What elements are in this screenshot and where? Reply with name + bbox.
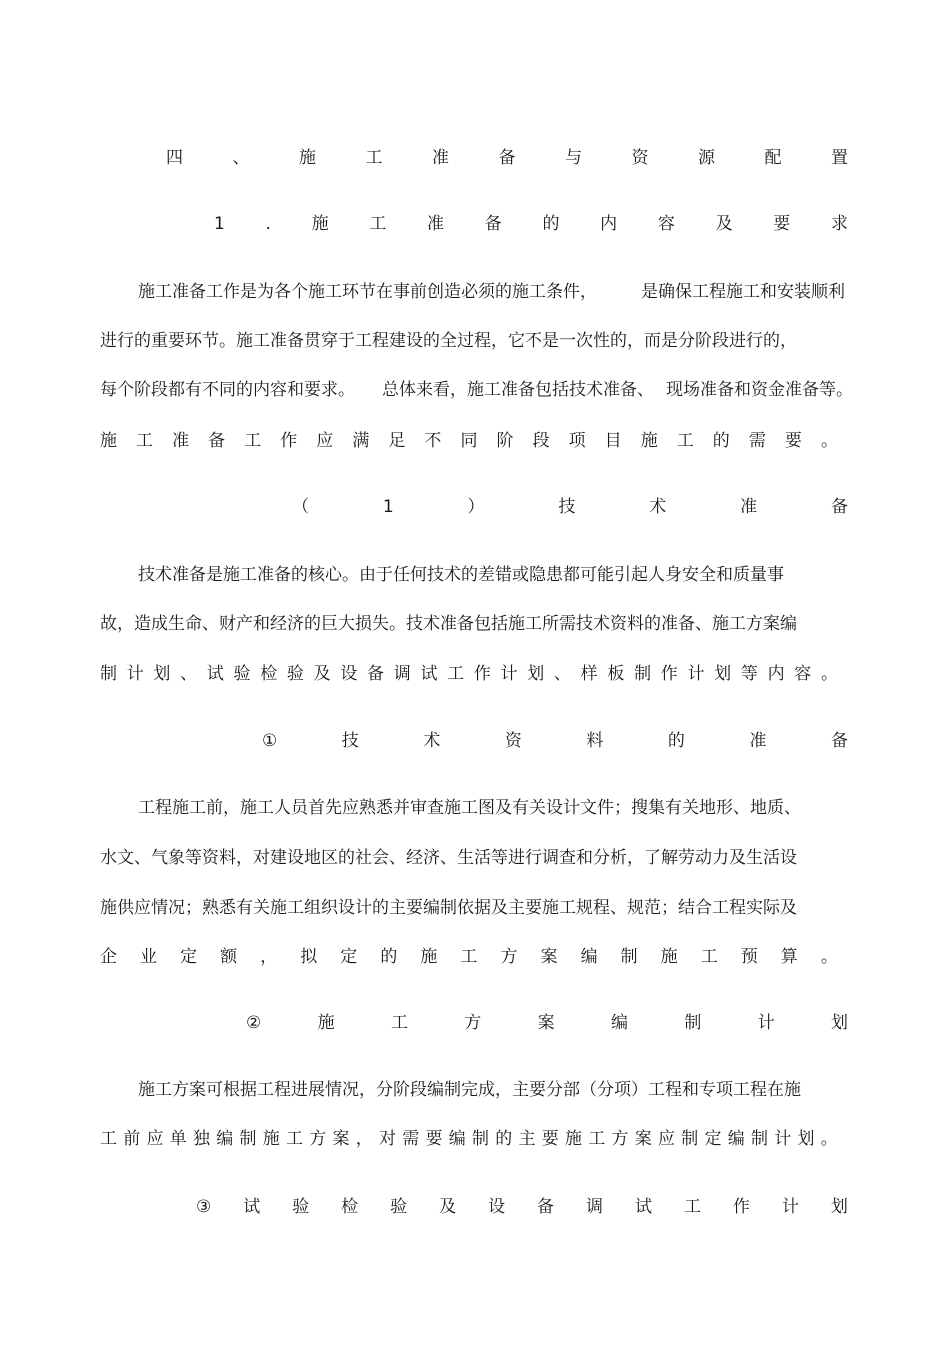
spaced-character: 技 — [341, 731, 359, 751]
spaced-character: 制 — [239, 1129, 257, 1149]
paragraph-2-line-1: 技术准备是施工准备的核心。由于任何技术的差错或隐患都可能引起人身安全和质量事 — [138, 565, 784, 585]
spaced-character: 方 — [500, 947, 518, 967]
spaced-character: 备 — [208, 431, 226, 451]
spaced-character: 准 — [740, 497, 758, 517]
spaced-character: ① — [262, 731, 278, 751]
spaced-character: 板 — [607, 664, 625, 684]
spaced-character: 工 — [136, 431, 154, 451]
spaced-character: 准 — [427, 214, 445, 234]
paragraph-1-line-3-part-b: 总体来看，施工准备包括技术准备、 — [382, 380, 654, 400]
paragraph-3-line-1: 工程施工前，施工人员首先应熟悉并审查施工图及有关设计文件；搜集有关地形、地质、 — [138, 798, 801, 818]
spaced-character: 方 — [464, 1013, 482, 1033]
spaced-character: 作 — [732, 1197, 750, 1217]
paragraph-3-line-2: 水文、气象等资料，对建设地区的社会、经济、生活等进行调查和分析，了解劳动力及生活设 — [100, 848, 797, 868]
spaced-character: ， — [260, 947, 278, 967]
spaced-character: 制 — [620, 947, 638, 967]
spaced-character: 试 — [634, 1197, 652, 1217]
spaced-character: 试 — [206, 664, 224, 684]
spaced-character: 项 — [568, 431, 586, 451]
spaced-character: 计 — [500, 664, 518, 684]
spaced-character: 准 — [432, 148, 449, 168]
spaced-character: 及 — [715, 214, 733, 234]
spaced-character: 施 — [299, 148, 316, 168]
spaced-character: 备 — [830, 731, 848, 751]
spaced-character: 备 — [537, 1197, 555, 1217]
spaced-character: 编 — [610, 1013, 628, 1033]
spaced-character: ， — [355, 1129, 373, 1149]
spaced-character: 应 — [316, 431, 334, 451]
spaced-character: 独 — [193, 1129, 210, 1149]
item-heading-b — [246, 1011, 848, 1035]
spaced-character: 术 — [649, 497, 667, 517]
spaced-character: 调 — [393, 664, 411, 684]
spaced-character: 制 — [681, 1129, 699, 1149]
spaced-character: 划 — [830, 1197, 848, 1217]
spaced-character: 的 — [667, 731, 685, 751]
spaced-character: 作 — [473, 664, 491, 684]
paragraph-3-line-3: 施供应情况；熟悉有关施工组织设计的主要编制依据及主要施工规程、规范；结合工程实际及 — [100, 898, 797, 918]
spaced-character: 置 — [831, 148, 848, 168]
spaced-character: 计 — [757, 1013, 775, 1033]
spaced-character: 案 — [537, 1013, 555, 1033]
spaced-character: 验 — [292, 1197, 310, 1217]
spaced-character: 的 — [542, 214, 560, 234]
spaced-character: （ — [292, 497, 309, 517]
spaced-character: 容 — [657, 214, 675, 234]
spaced-character: 的 — [495, 1129, 513, 1149]
spaced-character: 编 — [727, 1129, 745, 1149]
spaced-character: ③ — [196, 1197, 212, 1217]
spaced-character: 与 — [565, 148, 582, 168]
spaced-character: 备 — [498, 148, 516, 168]
spaced-character: 工 — [286, 1129, 303, 1149]
spaced-character: 工 — [683, 1197, 701, 1217]
subsection-heading-1 — [214, 212, 848, 236]
spaced-character: 。 — [820, 664, 838, 684]
spaced-character: 额 — [220, 947, 238, 967]
paragraph-1-line-1-part-a: 施工准备工作是为各个施工环节在事前创造必须的施工条件， — [138, 282, 597, 302]
spaced-character: 工 — [244, 431, 262, 451]
paragraph-2-line-3 — [100, 662, 838, 686]
spaced-character: 求 — [830, 214, 848, 234]
spaced-character: 。 — [820, 431, 838, 451]
spaced-character: 案 — [540, 947, 558, 967]
spaced-character: 划 — [527, 664, 545, 684]
spaced-character: 及 — [313, 664, 331, 684]
spaced-character: 四 — [166, 148, 183, 168]
spaced-character: 备 — [830, 497, 848, 517]
spaced-character: 施 — [640, 431, 658, 451]
spaced-character: 划 — [797, 1129, 815, 1149]
spaced-character: 满 — [352, 431, 370, 451]
spaced-character: 需 — [748, 431, 766, 451]
spaced-character: 施 — [565, 1129, 582, 1149]
spaced-character: 阶 — [496, 431, 514, 451]
spaced-character: 前 — [123, 1129, 141, 1149]
spaced-character: 对 — [379, 1129, 396, 1149]
spaced-character: 的 — [380, 947, 398, 967]
spaced-character: 备 — [484, 214, 502, 234]
spaced-character: 备 — [367, 664, 385, 684]
spaced-character: 计 — [781, 1197, 799, 1217]
section-heading-4 — [166, 146, 848, 170]
spaced-character: 验 — [233, 664, 251, 684]
spaced-character: 调 — [586, 1197, 603, 1217]
spaced-character: 技 — [558, 497, 576, 517]
paragraph-4-line-1: 施工方案可根据工程进展情况，分阶段编制完成，主要分部（分项）工程和专项工程在施 — [138, 1080, 801, 1100]
spaced-character: ） — [467, 497, 485, 517]
paragraph-1-line-3-part-c: 现场准备和资金准备等。 — [666, 380, 853, 400]
spaced-character: 划 — [714, 664, 732, 684]
spaced-character: 制 — [684, 1013, 702, 1033]
spaced-character: 案 — [332, 1129, 350, 1149]
spaced-character: 业 — [140, 947, 158, 967]
spaced-character: . — [265, 214, 271, 234]
paragraph-1-line-1-part-b: 是确保工程施工和安装顺利 — [641, 282, 845, 302]
spaced-character: 准 — [749, 731, 767, 751]
spaced-character: 编 — [216, 1129, 234, 1149]
spaced-character: 1 — [214, 214, 225, 234]
spaced-character: 工 — [588, 1129, 606, 1149]
spaced-character: 内 — [600, 214, 618, 234]
paragraph-1-line-4 — [100, 429, 838, 453]
spaced-character: 施 — [100, 431, 117, 451]
spaced-character: 主 — [518, 1129, 536, 1149]
spaced-character: 及 — [439, 1197, 457, 1217]
spaced-character: 要 — [773, 214, 791, 234]
spaced-character: 料 — [586, 731, 604, 751]
spaced-character: 工 — [700, 947, 718, 967]
spaced-character: 制 — [634, 664, 652, 684]
spaced-character: 施 — [420, 947, 438, 967]
spaced-character: 准 — [172, 431, 190, 451]
spaced-character: 段 — [532, 431, 550, 451]
paragraph-4-line-2 — [100, 1127, 838, 1151]
spaced-character: 资 — [504, 731, 522, 751]
spaced-character: 应 — [146, 1129, 164, 1149]
spaced-character: 计 — [126, 664, 144, 684]
spaced-character: 要 — [541, 1129, 559, 1149]
spaced-character: 内 — [767, 664, 785, 684]
spaced-character: 制 — [100, 664, 117, 684]
paragraph-2-line-2: 故，造成生命、财产和经济的巨大损失。技术准备包括施工所需技术资料的准备、施工方案编 — [100, 614, 797, 634]
spaced-character: 作 — [660, 664, 678, 684]
spaced-character: 。 — [820, 947, 838, 967]
spaced-character: 容 — [794, 664, 812, 684]
spaced-character: 工 — [100, 1129, 117, 1149]
spaced-character: 资 — [631, 148, 649, 168]
spaced-character: 需 — [402, 1129, 420, 1149]
spaced-character: 工 — [676, 431, 694, 451]
spaced-character: 工 — [390, 1013, 408, 1033]
spaced-character: 作 — [280, 431, 298, 451]
spaced-character: 计 — [687, 664, 705, 684]
spaced-character: 。 — [820, 1129, 838, 1149]
spaced-character: 工 — [460, 947, 478, 967]
paragraph-1-line-3-part-a: 每个阶段都有不同的内容和要求。 — [100, 380, 355, 400]
spaced-character: 定 — [340, 947, 358, 967]
spaced-character: 验 — [390, 1197, 408, 1217]
spaced-character: 拟 — [300, 947, 318, 967]
spaced-character: 等 — [740, 664, 758, 684]
spaced-character: 目 — [604, 431, 622, 451]
spaced-character: 施 — [311, 214, 329, 234]
spaced-character: 同 — [460, 431, 478, 451]
paragraph-3-line-4 — [100, 945, 838, 969]
spaced-character: 划 — [831, 1013, 848, 1033]
spaced-character: 方 — [309, 1129, 327, 1149]
spaced-character: 划 — [153, 664, 171, 684]
spaced-character: 施 — [660, 947, 678, 967]
subsection-heading-1-1 — [292, 495, 848, 519]
spaced-character: 计 — [774, 1129, 792, 1149]
spaced-character: 设 — [488, 1197, 506, 1217]
spaced-character: 设 — [340, 664, 358, 684]
spaced-character: 施 — [262, 1129, 280, 1149]
spaced-character: 足 — [388, 431, 406, 451]
spaced-character: 工 — [365, 148, 383, 168]
spaced-character: 应 — [658, 1129, 675, 1149]
spaced-character: 案 — [634, 1129, 652, 1149]
spaced-character: 的 — [712, 431, 730, 451]
spaced-character: 试 — [420, 664, 438, 684]
spaced-character: 、 — [232, 148, 250, 168]
spaced-character: 预 — [740, 947, 758, 967]
spaced-character: 不 — [424, 431, 442, 451]
spaced-character: 术 — [423, 731, 441, 751]
spaced-character: 企 — [100, 947, 117, 967]
spaced-character: 试 — [243, 1197, 261, 1217]
spaced-character: 工 — [447, 664, 465, 684]
paragraph-1-line-3 — [100, 378, 853, 402]
spaced-character: 定 — [704, 1129, 722, 1149]
spaced-character: 、 — [180, 664, 198, 684]
spaced-character: 定 — [180, 947, 198, 967]
spaced-character: 施 — [317, 1013, 335, 1033]
spaced-character: 检 — [341, 1197, 359, 1217]
spaced-character: 、 — [553, 664, 571, 684]
spaced-character: 算 — [780, 947, 798, 967]
spaced-character: 工 — [369, 214, 387, 234]
paragraph-1-line-1 — [138, 280, 845, 304]
paragraph-1-line-2: 进行的重要环节。施工准备贯穿于工程建设的全过程，它不是一次性的，而是分阶段进行的， — [100, 331, 797, 351]
spaced-character: 源 — [698, 148, 715, 168]
spaced-character: ② — [246, 1013, 262, 1033]
spaced-character: 配 — [764, 148, 782, 168]
spaced-character: 验 — [286, 664, 304, 684]
spaced-character: 样 — [580, 664, 598, 684]
spaced-character: 编 — [448, 1129, 466, 1149]
spaced-character: 1 — [382, 497, 394, 517]
spaced-character: 编 — [580, 947, 598, 967]
spaced-character: 要 — [784, 431, 802, 451]
item-heading-c — [196, 1195, 848, 1219]
spaced-character: 要 — [425, 1129, 443, 1149]
spaced-character: 制 — [751, 1129, 768, 1149]
spaced-character: 检 — [260, 664, 278, 684]
spaced-character: 方 — [611, 1129, 629, 1149]
spaced-character: 单 — [169, 1129, 187, 1149]
spaced-character: 制 — [472, 1129, 489, 1149]
item-heading-a — [262, 729, 848, 753]
